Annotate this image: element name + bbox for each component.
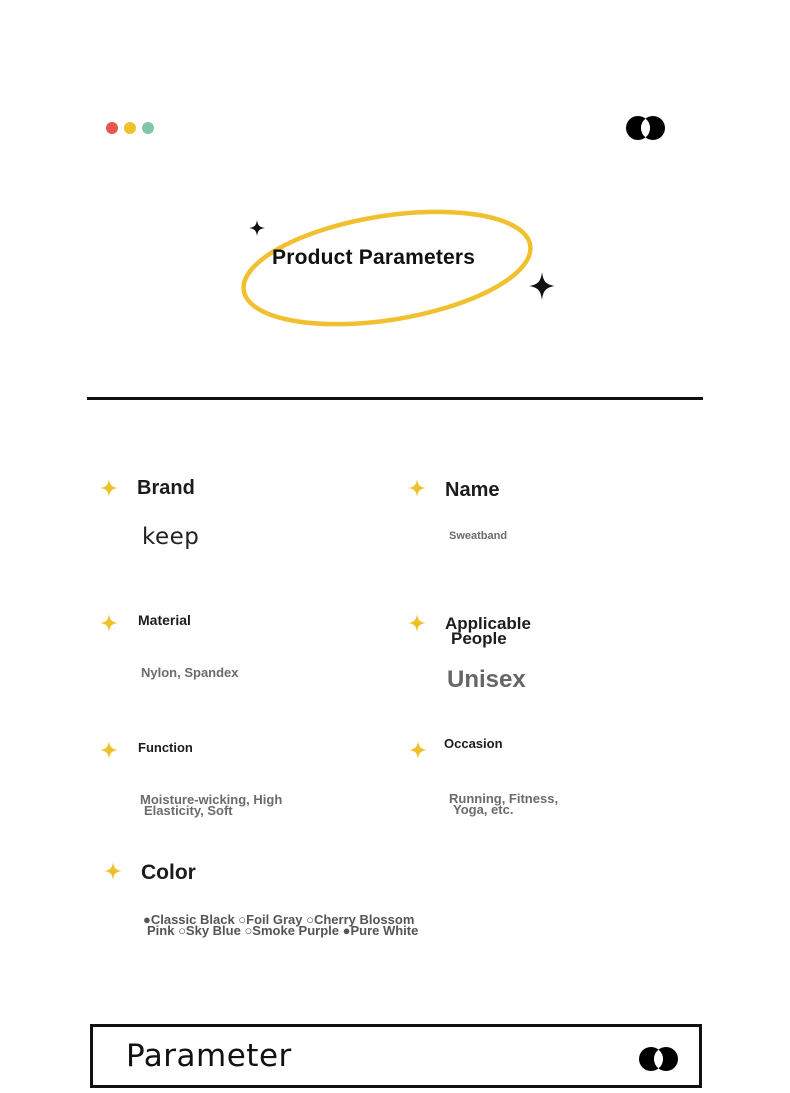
material-value: Nylon, Spandex <box>141 665 239 680</box>
people-label-line2: People <box>451 629 507 648</box>
brand-label: Brand <box>137 477 195 499</box>
color-value-line2: Pink ○Sky Blue ○Smoke Purple ●Pure White <box>147 923 419 938</box>
occasion-value-line2: Yoga, etc. <box>453 802 514 817</box>
function-value-line2: Elasticity, Soft <box>144 803 233 818</box>
yellow-star-icon <box>408 479 426 497</box>
overlapping-circles-icon <box>625 114 667 142</box>
overlapping-circles-icon <box>638 1045 680 1073</box>
people-label-line1: Applicable <box>445 614 531 633</box>
material-label: Material <box>138 612 191 628</box>
people-value: Unisex <box>447 666 526 693</box>
window-dot-green <box>142 122 154 134</box>
yellow-star-icon <box>100 479 118 497</box>
occasion-value-line1: Running, Fitness, <box>449 791 559 806</box>
function-label: Function <box>138 740 193 755</box>
brand-logo: keep <box>142 524 200 550</box>
occasion-label: Occasion <box>444 736 503 751</box>
footer-label: Parameter <box>126 1038 292 1074</box>
color-label: Color <box>141 861 196 884</box>
yellow-star-icon <box>100 614 118 632</box>
yellow-star-icon <box>408 614 426 632</box>
window-dot-yellow <box>124 122 136 134</box>
window-dot-red <box>106 122 118 134</box>
yellow-star-icon <box>104 862 122 880</box>
yellow-star-icon <box>100 741 118 759</box>
name-label: Name <box>445 479 500 501</box>
divider <box>87 397 703 400</box>
name-value: Sweatband <box>449 530 508 542</box>
sparkle-large-icon <box>529 272 555 300</box>
function-value-line1: Moisture-wicking, High <box>140 792 283 807</box>
yellow-star-icon <box>409 741 427 759</box>
sparkle-small-icon <box>249 220 265 236</box>
color-value-line1: ●Classic Black ○Foil Gray ○Cherry Blossom <box>143 912 415 927</box>
page-title: Product Parameters <box>272 246 476 269</box>
